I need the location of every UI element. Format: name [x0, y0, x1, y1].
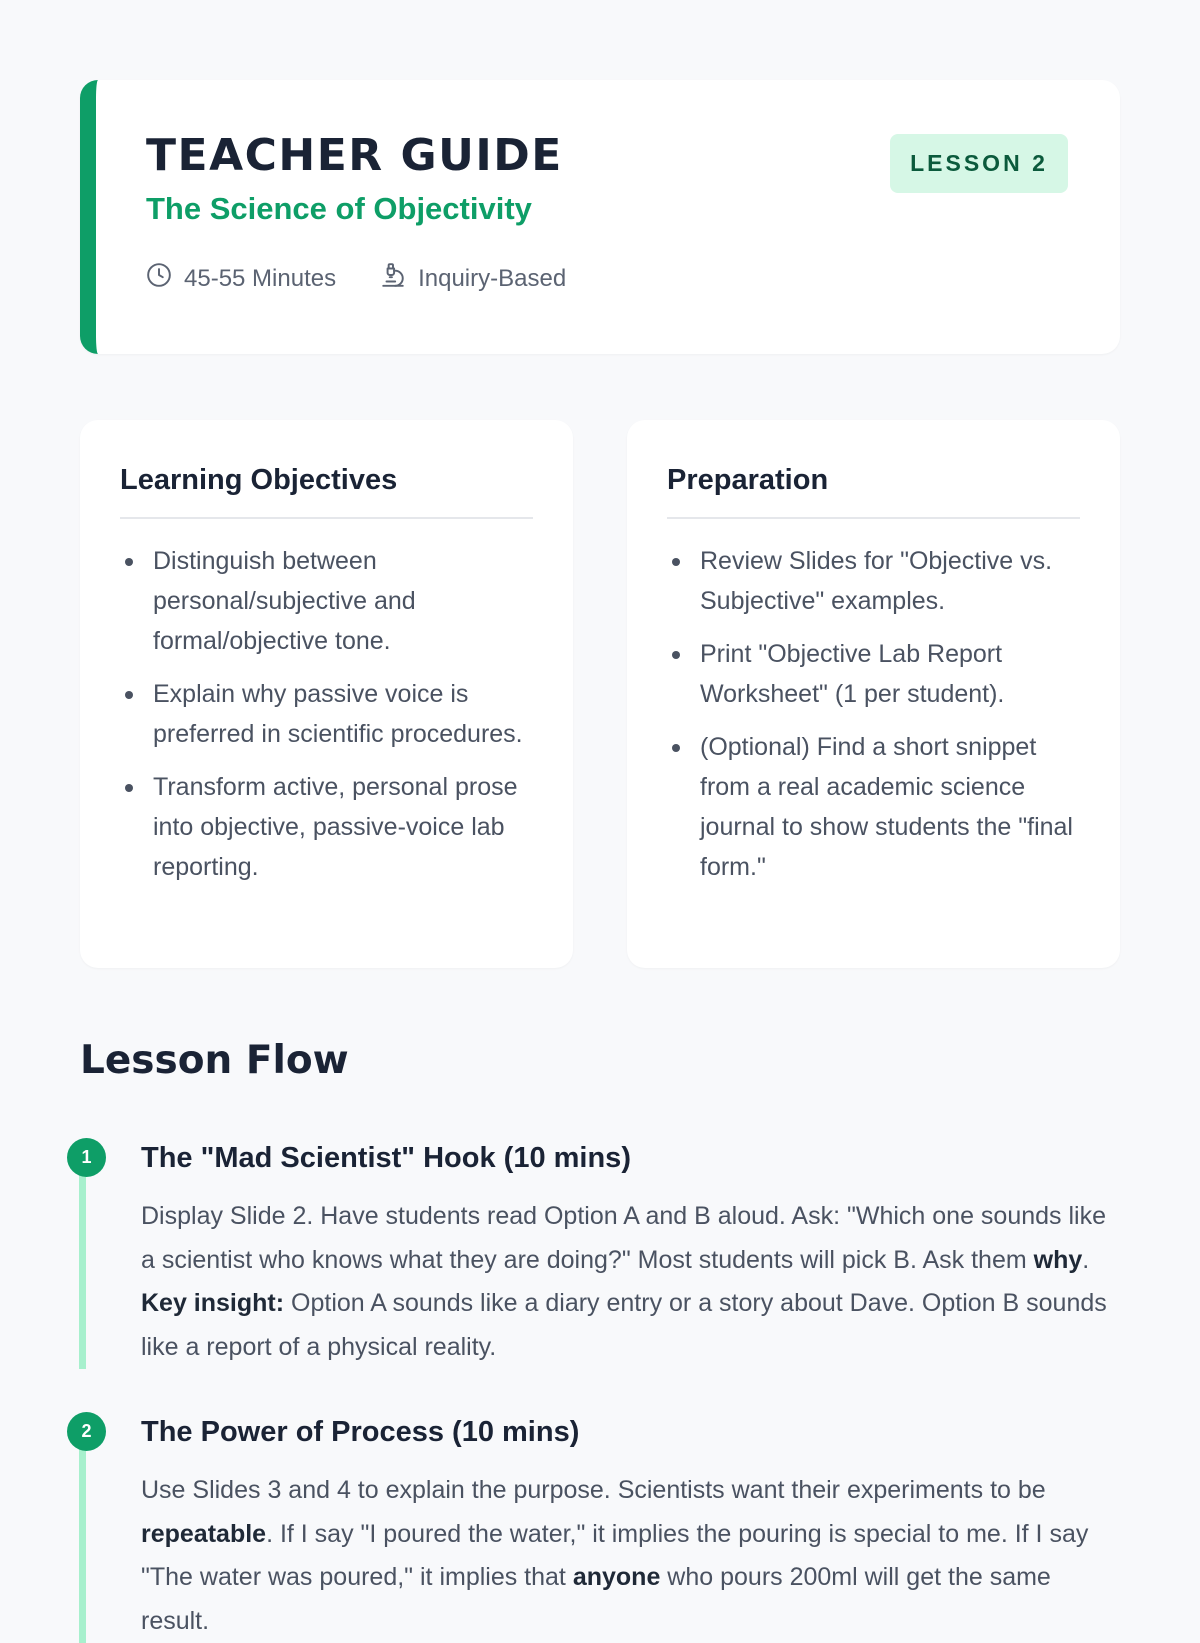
step-number-badge: 1: [67, 1138, 106, 1177]
duration-label: 45-55 Minutes: [184, 264, 337, 292]
objectives-card: [80, 420, 573, 968]
step-2-timeline: [79, 1431, 86, 1643]
step-text: .: [1082, 1245, 1090, 1274]
step-emphasis: why: [1033, 1245, 1083, 1274]
step-body: [141, 1195, 1121, 1369]
lesson-subtitle: The Science of Objectivity: [146, 191, 532, 226]
lesson-flow-title: Lesson Flow: [80, 1038, 349, 1083]
overview-cards: [80, 420, 1120, 968]
step-title: The Power of Process (10 mins): [141, 1416, 580, 1448]
objectives-title: Learning Objectives: [120, 464, 533, 519]
step-title: The "Mad Scientist" Hook (10 mins): [141, 1142, 631, 1174]
step-number-badge: 2: [67, 1412, 106, 1451]
method-label: Inquiry-Based: [418, 264, 567, 292]
step-body: [141, 1469, 1121, 1643]
step-text: Option A sounds like a diary entry or a story about Dave. Option B sounds like a report of a physical reality.: [141, 1289, 1107, 1361]
duration-meta: [146, 262, 336, 295]
step-2: [80, 1413, 1120, 1643]
header-card: [80, 80, 1120, 354]
preparation-title: Preparation: [667, 464, 1080, 519]
method-meta: [380, 262, 566, 295]
meta-row: [146, 262, 1120, 295]
list-item: (Optional) Find a short snippet from a real academic science journal to show students the "final form.": [667, 727, 1080, 887]
step-1-timeline: [79, 1157, 86, 1369]
microscope-icon: [380, 262, 406, 295]
step-emphasis: Key insight:: [141, 1289, 285, 1317]
list-item: Review Slides for "Objective vs. Subjective" examples.: [667, 541, 1080, 621]
preparation-card: [627, 420, 1120, 968]
step-text: Use Slides 3 and 4 to explain the purpose. Scientists want their experiments to be: [141, 1476, 1046, 1504]
step-emphasis: repeatable: [141, 1519, 267, 1548]
list-item: Print "Objective Lab Report Worksheet" (1 per student).: [667, 634, 1080, 714]
preparation-list: [667, 541, 1080, 887]
lesson-badge: LESSON 2: [890, 134, 1068, 193]
list-item: Distinguish between personal/subjective and formal/objective tone.: [120, 541, 533, 661]
objectives-list: [120, 541, 533, 887]
list-item: Explain why passive voice is preferred in scientific procedures.: [120, 674, 533, 754]
list-item: Transform active, personal prose into objective, passive-voice lab reporting.: [120, 767, 533, 887]
lesson-steps: [80, 1139, 1120, 1643]
page-title: TEACHER GUIDE: [146, 130, 563, 181]
clock-icon: [146, 262, 172, 295]
step-text: . If I say "I poured the water," it implies the pouring is special to me. If I say "The water was poured," it implies that: [141, 1519, 1089, 1591]
step-emphasis: anyone: [572, 1563, 661, 1591]
step-text: Display Slide 2. Have students read Option A and B aloud. Ask: "Which one sounds like a scientist who knows what they are doing?" Most students will pick B. Ask them: [141, 1202, 1106, 1274]
step-text: who pours 200ml will get the same result.: [141, 1563, 1051, 1635]
step-1: [80, 1139, 1120, 1369]
